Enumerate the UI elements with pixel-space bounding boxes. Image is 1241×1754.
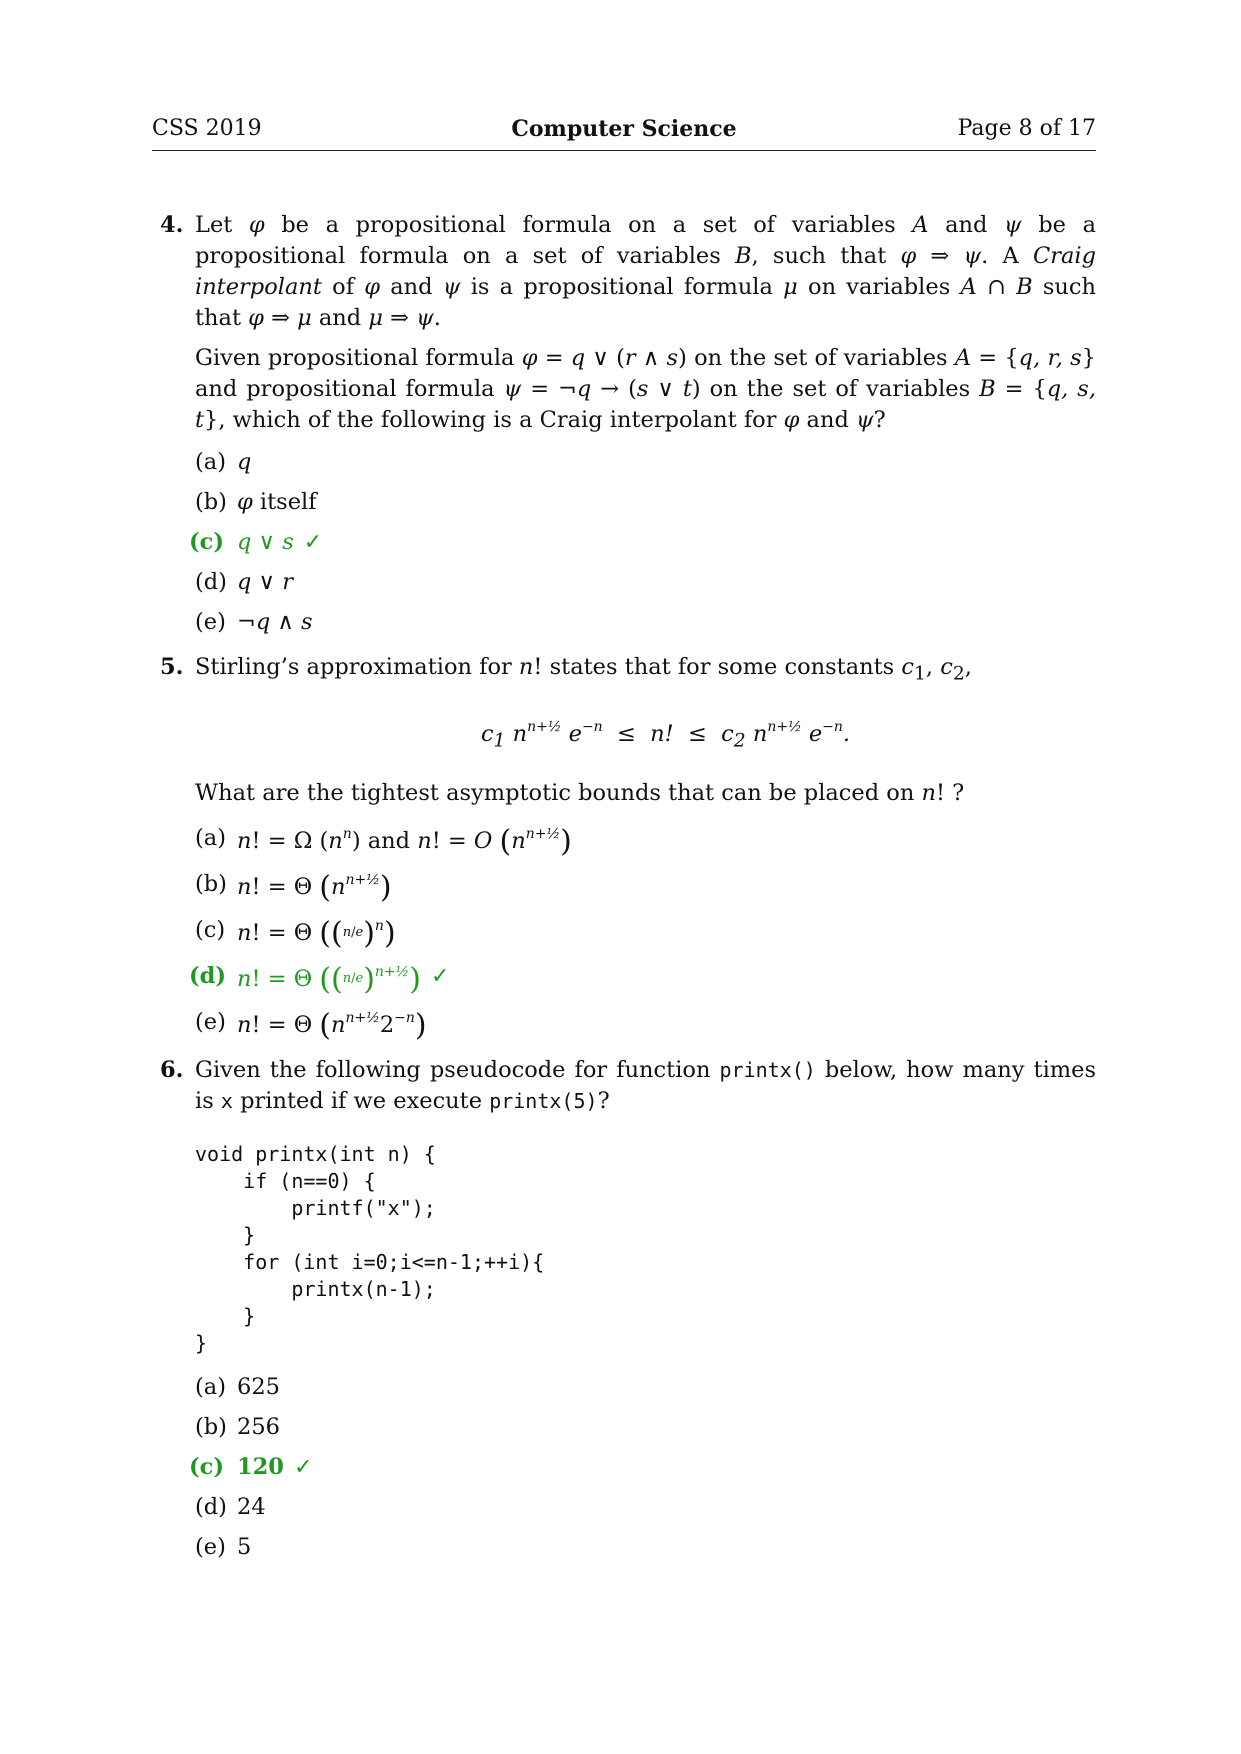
option-label: (a): [195, 824, 226, 851]
option-a: [195, 1371, 1096, 1403]
question-4: [160, 210, 1096, 638]
question-number: 5.: [160, 654, 184, 680]
option-e: [195, 1531, 1096, 1563]
page-content: [160, 210, 1096, 1571]
question-number: 6.: [160, 1057, 184, 1083]
page-number: Page 8 of 17: [957, 116, 1096, 141]
option-label: (b): [195, 1413, 227, 1440]
option-label: (b): [195, 870, 227, 897]
option-e: [195, 1003, 1096, 1041]
answer-options: [189, 819, 1096, 1043]
option-c: [189, 526, 1096, 558]
option-text: n! = Θ $((n/e)^n)$: [237, 916, 396, 951]
question-text: Given the following pseudocode for function printx() below, how many times is x printed if we execute printx(5)?: [195, 1057, 1096, 1114]
option-b: [195, 486, 1096, 518]
question-number: 4.: [160, 212, 184, 238]
question-text: Let φ be a propositional formula on a set of variables A and ψ be a propositional formula on a set of variables B, such that φ ⇒ ψ. A Craig interpolant of φ and ψ is a propositional formula μ on variables A ∩ B such that φ ⇒ μ and μ ⇒ ψ.: [195, 212, 1097, 331]
option-label: (e): [195, 608, 226, 635]
option-text: 625: [237, 1373, 280, 1400]
answer-options: [189, 446, 1096, 638]
option-text: n! = Θ $((n/e)^{n+\frac{1}{2}})$: [237, 962, 421, 997]
option-c: [189, 1451, 1096, 1483]
question-text: Stirling’s approximation for n! states that for some constants $c_1$, $c_2$,: [195, 654, 972, 685]
option-text: n! = Θ $(n^{n+\frac{1}{2}})$: [237, 870, 392, 905]
subject-title: Computer Science: [511, 116, 737, 142]
question-5: [160, 652, 1096, 1041]
pseudocode-block: void printx(int n) { if (n==0) { printf("x"); } for (int i=0;i<=n-1;++i){ printx(n-1); } }: [195, 1142, 545, 1355]
checkmark-icon: ✓: [293, 1454, 313, 1480]
page-header: [152, 116, 1096, 151]
option-c: [195, 911, 1096, 949]
checkmark-icon: ✓: [430, 963, 450, 989]
option-text: n! = Θ $(n^{n+\frac{1}{2}}2^{-n})$: [237, 1008, 427, 1043]
option-text: 120: [237, 1453, 284, 1480]
option-label: (d): [195, 568, 227, 595]
option-label: (a): [195, 1373, 226, 1400]
option-text: q: [237, 448, 252, 475]
question-text: Given propositional formula φ = q ∨ (r ∧ s) on the set of variables A = {q, r, s} and propositional formula ψ = ¬q → (s ∨ t) on the set of variables B = {q, s, t}, which of the following is a Craig interpolant for φ and ψ?: [195, 345, 1096, 433]
option-text: φ itself: [237, 488, 317, 515]
option-d: [195, 566, 1096, 598]
option-d: [195, 1491, 1096, 1523]
exam-code: CSS 2019: [152, 116, 262, 141]
option-label: (c): [189, 528, 224, 555]
option-text: q ∨ r: [237, 568, 293, 595]
option-label: (d): [195, 1493, 227, 1520]
option-text: n! = Ω $(n^n)$ and n! = O $(n^{n+\frac{1}{2}})$: [237, 824, 572, 859]
question-6: [160, 1055, 1096, 1563]
option-text: 256: [237, 1413, 280, 1440]
option-label: (d): [189, 962, 227, 989]
question-text: What are the tightest asymptotic bounds that can be placed on n! ?: [195, 780, 965, 806]
option-label: (b): [195, 488, 227, 515]
option-label: (e): [195, 1533, 226, 1560]
option-text: q ∨ s: [237, 528, 294, 555]
option-label: (c): [195, 916, 226, 943]
option-text: 5: [237, 1533, 252, 1560]
option-text: 24: [237, 1493, 266, 1520]
option-a: [195, 446, 1096, 478]
option-label: (e): [195, 1008, 226, 1035]
option-label: (c): [189, 1453, 224, 1480]
option-b: [195, 865, 1096, 903]
stirling-formula: $c_1$ $n^{n+\frac{1}{2}}$ $e^{-n} \le n$! ≤ $c_2$ $n^{n+\frac{1}{2}}$ $e^{-n}$.: [480, 718, 851, 751]
answer-options: [189, 1371, 1096, 1563]
option-d: [189, 957, 1096, 997]
checkmark-icon: ✓: [303, 529, 323, 555]
option-a: [195, 819, 1096, 857]
option-text: ¬q ∧ s: [237, 608, 313, 635]
option-label: (a): [195, 448, 226, 475]
option-b: [195, 1411, 1096, 1443]
option-e: [195, 606, 1096, 638]
